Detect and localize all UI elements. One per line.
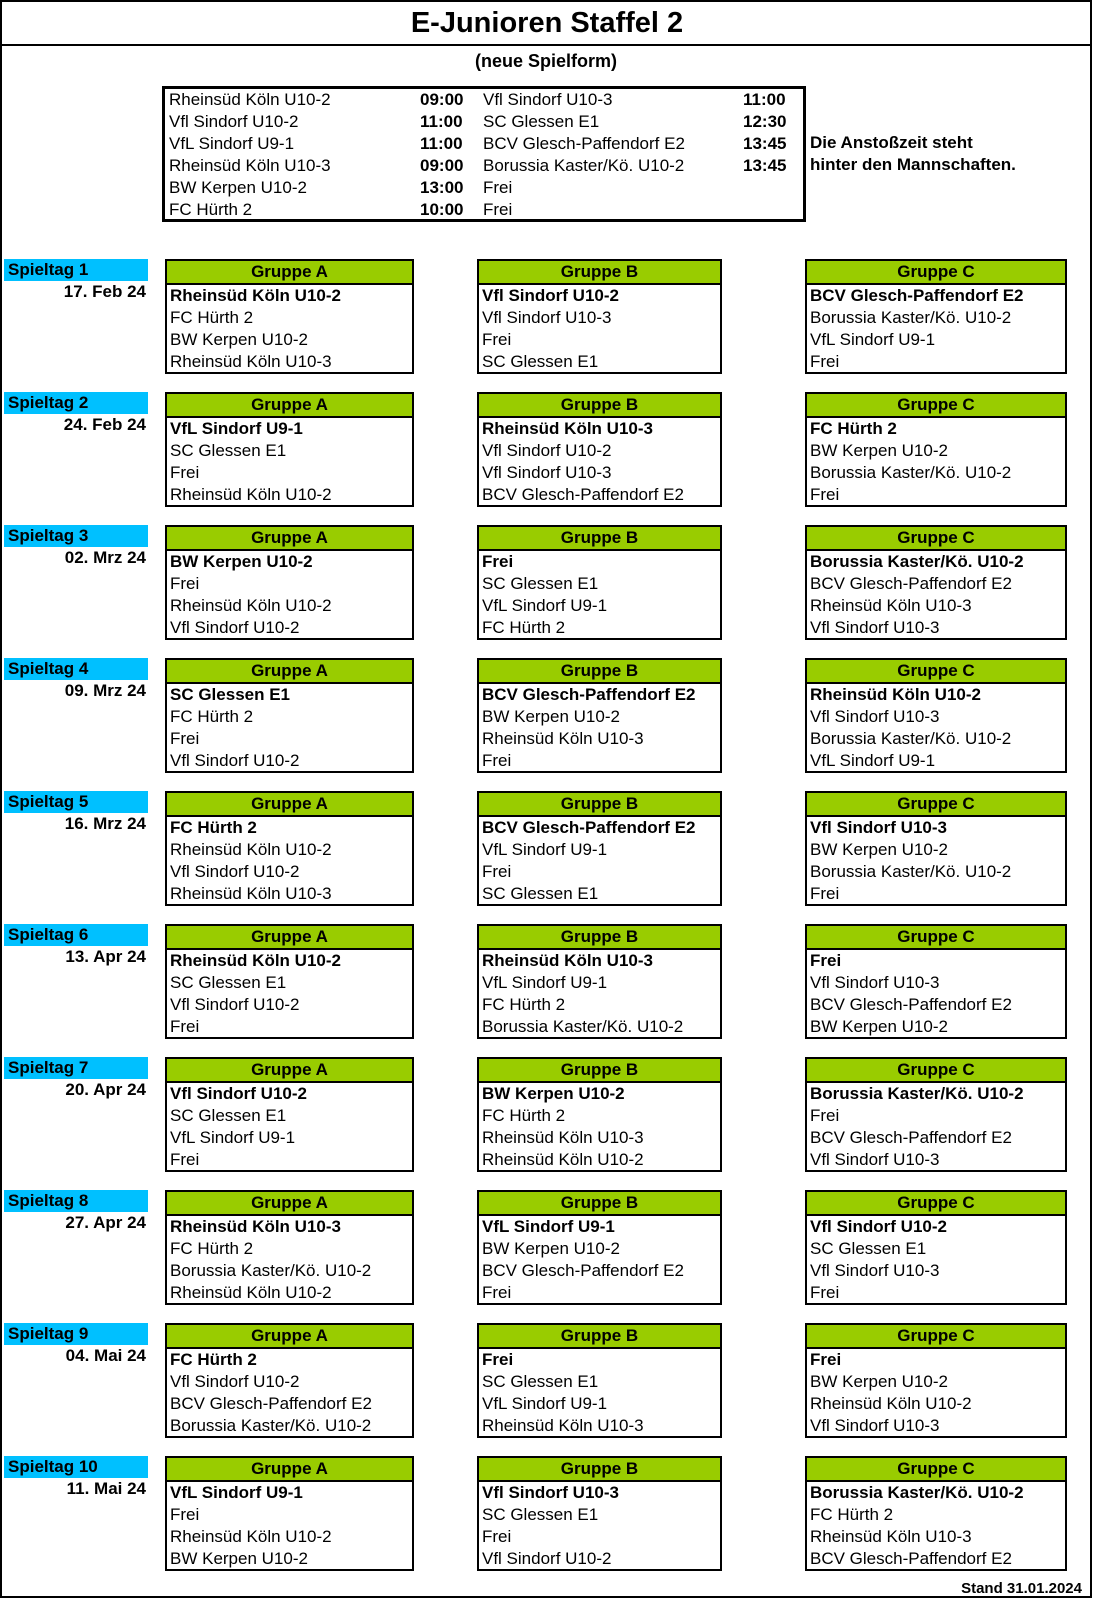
team-name: Borussia Kaster/Kö. U10-2 [483, 156, 685, 175]
team-name: FC Hürth 2 [810, 1505, 894, 1524]
team-name: VfL Sindorf U9-1 [810, 751, 936, 770]
team-name: BCV Glesch-Paffendorf E2 [482, 485, 684, 504]
team-name: Frei [170, 463, 200, 482]
group-box [165, 1456, 414, 1571]
title-row [2, 2, 1092, 46]
group-header: Gruppe B [479, 793, 720, 817]
team-name: SC Glessen E1 [482, 352, 599, 371]
team-name: Frei [810, 1283, 840, 1302]
team-name: Vfl Sindorf U10-2 [482, 1549, 612, 1568]
group-box [477, 1190, 722, 1305]
group-box [477, 1323, 722, 1438]
team-name: SC Glessen E1 [482, 574, 599, 593]
team-name: Rheinsüd Köln U10-3 [810, 596, 972, 615]
team-name: FC Hürth 2 [169, 200, 253, 219]
matchday-label: Spieltag 6 [4, 924, 148, 946]
team-name: Borussia Kaster/Kö. U10-2 [170, 1261, 372, 1280]
team-name: Vfl Sindorf U10-2 [170, 618, 300, 637]
group-header: Gruppe A [167, 394, 412, 418]
team-name: BCV Glesch-Paffendorf E2 [482, 1261, 684, 1280]
host-team: BCV Glesch-Paffendorf E2 [482, 818, 696, 837]
group-box [165, 924, 414, 1039]
stand-date: Stand 31.01.2024 [961, 1580, 1082, 1597]
matchday-label: Spieltag 9 [4, 1323, 148, 1345]
matchday-date: 27. Apr 24 [65, 1213, 146, 1232]
host-team: BW Kerpen U10-2 [170, 552, 313, 571]
host-team: Borussia Kaster/Kö. U10-2 [810, 552, 1024, 571]
group-header: Gruppe B [479, 394, 720, 418]
host-team: FC Hürth 2 [170, 818, 257, 837]
kickoff-note-line-1: Die Anstoßzeit steht [810, 133, 973, 152]
host-team: BCV Glesch-Paffendorf E2 [482, 685, 696, 704]
team-name: Borussia Kaster/Kö. U10-2 [810, 308, 1012, 327]
group-box [165, 1323, 414, 1438]
group-header: Gruppe A [167, 1325, 412, 1349]
group-box [165, 658, 414, 773]
host-team: Frei [482, 552, 514, 571]
group-header: Gruppe C [807, 660, 1065, 684]
matchday-date: 17. Feb 24 [63, 282, 146, 301]
group-box [165, 1190, 414, 1305]
matchday-date: 16. Mrz 24 [64, 814, 146, 833]
kickoff-time: 11:00 [420, 112, 463, 131]
host-team: Borussia Kaster/Kö. U10-2 [810, 1084, 1024, 1103]
matchday-label: Spieltag 4 [4, 658, 148, 680]
group-header: Gruppe A [167, 793, 412, 817]
kickoff-time: 11:00 [743, 90, 786, 109]
group-box [477, 924, 722, 1039]
group-box [165, 791, 414, 906]
team-name: VfL Sindorf U9-1 [169, 134, 295, 153]
team-name: Frei [170, 1505, 200, 1524]
matchday-date: 02. Mrz 24 [64, 548, 146, 567]
team-name: SC Glessen E1 [482, 884, 599, 903]
team-name: VfL Sindorf U9-1 [482, 973, 608, 992]
team-name: Frei [810, 485, 840, 504]
team-name: Rheinsüd Köln U10-3 [170, 884, 332, 903]
team-name: Vfl Sindorf U10-3 [482, 463, 612, 482]
team-name: Frei [482, 1283, 512, 1302]
team-name: Frei [482, 862, 512, 881]
group-box [805, 1456, 1067, 1571]
matchday-block [2, 1190, 1092, 1305]
team-name: Borussia Kaster/Kö. U10-2 [810, 463, 1012, 482]
host-team: Vfl Sindorf U10-3 [482, 1483, 619, 1502]
team-name: Frei [810, 352, 840, 371]
group-header: Gruppe C [807, 394, 1065, 418]
matchday-label: Spieltag 7 [4, 1057, 148, 1079]
team-name: Vfl Sindorf U10-3 [810, 973, 940, 992]
group-box [165, 259, 414, 374]
group-header: Gruppe C [807, 261, 1065, 285]
group-header: Gruppe C [807, 1458, 1065, 1482]
team-name: Vfl Sindorf U10-3 [810, 618, 940, 637]
kickoff-row [165, 89, 803, 111]
team-name: Borussia Kaster/Kö. U10-2 [482, 1017, 684, 1036]
kickoff-row [165, 199, 803, 221]
team-name: Rheinsüd Köln U10-2 [482, 1150, 644, 1169]
matchday-block [2, 924, 1092, 1039]
host-team: VfL Sindorf U9-1 [170, 1483, 303, 1502]
page-title: E-Junioren Staffel 2 [410, 7, 684, 39]
matchday-label: Spieltag 3 [4, 525, 148, 547]
group-header: Gruppe C [807, 793, 1065, 817]
host-team: BW Kerpen U10-2 [482, 1084, 625, 1103]
group-box [805, 259, 1067, 374]
team-name: SC Glessen E1 [170, 441, 287, 460]
team-name: BW Kerpen U10-2 [810, 1017, 948, 1036]
host-team: SC Glessen E1 [170, 685, 291, 704]
group-box [805, 1190, 1067, 1305]
group-header: Gruppe B [479, 1458, 720, 1482]
host-team: Frei [810, 1350, 842, 1369]
kickoff-time: 13:45 [743, 156, 787, 175]
team-name: Rheinsüd Köln U10-3 [482, 1128, 644, 1147]
team-name: Vfl Sindorf U10-2 [170, 862, 300, 881]
team-name: VfL Sindorf U9-1 [482, 840, 608, 859]
kickoff-time: 11:00 [420, 134, 463, 153]
host-team: Frei [810, 951, 842, 970]
host-team: Rheinsüd Köln U10-2 [170, 951, 341, 970]
team-name: Rheinsüd Köln U10-2 [170, 1283, 332, 1302]
host-team: Rheinsüd Köln U10-2 [810, 685, 981, 704]
team-name: BW Kerpen U10-2 [169, 178, 307, 197]
kickoff-row [165, 155, 803, 177]
group-box [805, 392, 1067, 507]
group-header: Gruppe C [807, 1059, 1065, 1083]
team-name: Rheinsüd Köln U10-2 [170, 840, 332, 859]
team-name: Frei [170, 1017, 200, 1036]
matchday-date: 09. Mrz 24 [64, 681, 146, 700]
host-team: Vfl Sindorf U10-3 [810, 818, 947, 837]
team-name: BW Kerpen U10-2 [482, 707, 620, 726]
group-box [805, 791, 1067, 906]
team-name: BCV Glesch-Paffendorf E2 [810, 995, 1012, 1014]
team-name: BW Kerpen U10-2 [170, 1549, 308, 1568]
group-header: Gruppe C [807, 1325, 1065, 1349]
team-name: BCV Glesch-Paffendorf E2 [810, 1128, 1012, 1147]
group-header: Gruppe B [479, 1192, 720, 1216]
team-name: SC Glessen E1 [170, 1106, 287, 1125]
team-name: VfL Sindorf U9-1 [170, 1128, 296, 1147]
team-name: Vfl Sindorf U10-2 [170, 1372, 300, 1391]
team-name: Frei [482, 1527, 512, 1546]
group-header: Gruppe A [167, 660, 412, 684]
team-name: Frei [483, 178, 513, 197]
host-team: BCV Glesch-Paffendorf E2 [810, 286, 1024, 305]
kickoff-time: 13:00 [420, 178, 464, 197]
matchday-label: Spieltag 10 [4, 1456, 148, 1478]
team-name: Frei [170, 1150, 200, 1169]
host-team: Vfl Sindorf U10-2 [482, 286, 619, 305]
group-header: Gruppe A [167, 1059, 412, 1083]
host-team: Frei [482, 1350, 514, 1369]
team-name: Vfl Sindorf U10-3 [810, 1416, 940, 1435]
matchday-label: Spieltag 2 [4, 392, 148, 414]
team-name: SC Glessen E1 [170, 973, 287, 992]
kickoff-time: 09:00 [420, 156, 464, 175]
group-header: Gruppe B [479, 1325, 720, 1349]
host-team: Rheinsüd Köln U10-2 [170, 286, 341, 305]
kickoff-row [165, 177, 803, 199]
group-header: Gruppe B [479, 660, 720, 684]
team-name: Rheinsüd Köln U10-2 [170, 485, 332, 504]
team-name: FC Hürth 2 [170, 707, 254, 726]
matchday-label: Spieltag 5 [4, 791, 148, 813]
team-name: Borussia Kaster/Kö. U10-2 [170, 1416, 372, 1435]
group-header: Gruppe B [479, 261, 720, 285]
group-box [477, 791, 722, 906]
group-box [477, 259, 722, 374]
group-box [805, 1323, 1067, 1438]
group-header: Gruppe A [167, 1192, 412, 1216]
host-team: Rheinsüd Köln U10-3 [482, 951, 653, 970]
team-name: BW Kerpen U10-2 [170, 330, 308, 349]
team-name: VfL Sindorf U9-1 [482, 596, 608, 615]
group-header: Gruppe B [479, 926, 720, 950]
group-header: Gruppe A [167, 926, 412, 950]
group-box [477, 1057, 722, 1172]
host-team: Borussia Kaster/Kö. U10-2 [810, 1483, 1024, 1502]
group-box [477, 1456, 722, 1571]
matchday-block [2, 525, 1092, 640]
host-team: Vfl Sindorf U10-2 [810, 1217, 947, 1236]
host-team: FC Hürth 2 [170, 1350, 257, 1369]
matchday-date: 24. Feb 24 [63, 415, 146, 434]
kickoff-time: 12:30 [743, 112, 787, 131]
team-name: Borussia Kaster/Kö. U10-2 [810, 729, 1012, 748]
group-box [477, 658, 722, 773]
team-name: Vfl Sindorf U10-3 [483, 90, 613, 109]
team-name: Vfl Sindorf U10-2 [170, 995, 300, 1014]
team-name: Rheinsüd Köln U10-3 [169, 156, 331, 175]
team-name: Frei [483, 200, 513, 219]
page-subtitle: (neue Spielform) [474, 51, 617, 71]
team-name: FC Hürth 2 [482, 618, 566, 637]
team-name: Borussia Kaster/Kö. U10-2 [810, 862, 1012, 881]
matchday-block [2, 1323, 1092, 1438]
matchday-block [2, 392, 1092, 507]
team-name: FC Hürth 2 [170, 1239, 254, 1258]
team-name: Rheinsüd Köln U10-3 [482, 729, 644, 748]
kickoff-note [810, 132, 1016, 176]
team-name: SC Glessen E1 [810, 1239, 927, 1258]
kickoff-times-table [162, 86, 806, 222]
group-box [805, 525, 1067, 640]
team-name: VfL Sindorf U9-1 [482, 1394, 608, 1413]
group-box [477, 392, 722, 507]
matchday-block [2, 1456, 1092, 1571]
team-name: Vfl Sindorf U10-2 [170, 751, 300, 770]
team-name: Vfl Sindorf U10-3 [482, 308, 612, 327]
group-header: Gruppe C [807, 926, 1065, 950]
team-name: BW Kerpen U10-2 [482, 1239, 620, 1258]
team-name: BCV Glesch-Paffendorf E2 [810, 574, 1012, 593]
kickoff-row [165, 133, 803, 155]
team-name: BCV Glesch-Paffendorf E2 [483, 134, 685, 153]
team-name: BW Kerpen U10-2 [810, 840, 948, 859]
team-name: Rheinsüd Köln U10-2 [810, 1394, 972, 1413]
team-name: FC Hürth 2 [482, 995, 566, 1014]
matchday-date: 20. Apr 24 [65, 1080, 146, 1099]
team-name: Frei [170, 729, 200, 748]
team-name: BCV Glesch-Paffendorf E2 [170, 1394, 372, 1413]
host-team: Rheinsüd Köln U10-3 [170, 1217, 341, 1236]
kickoff-time: 10:00 [420, 200, 464, 219]
team-name: VfL Sindorf U9-1 [810, 330, 936, 349]
team-name: Vfl Sindorf U10-2 [169, 112, 299, 131]
matchday-block [2, 259, 1092, 374]
team-name: Frei [170, 574, 200, 593]
team-name: BCV Glesch-Paffendorf E2 [810, 1549, 1012, 1568]
matchday-label: Spieltag 1 [4, 259, 148, 281]
team-name: Frei [810, 884, 840, 903]
group-header: Gruppe A [167, 1458, 412, 1482]
group-header: Gruppe A [167, 261, 412, 285]
matchday-block [2, 1057, 1092, 1172]
group-box [477, 525, 722, 640]
team-name: FC Hürth 2 [170, 308, 254, 327]
host-team: VfL Sindorf U9-1 [170, 419, 303, 438]
team-name: Rheinsüd Köln U10-3 [810, 1527, 972, 1546]
team-name: Rheinsüd Köln U10-2 [170, 1527, 332, 1546]
group-box [805, 924, 1067, 1039]
matchday-block [2, 658, 1092, 773]
group-box [165, 392, 414, 507]
team-name: Rheinsüd Köln U10-3 [170, 352, 332, 371]
team-name: Frei [810, 1106, 840, 1125]
matchday-date: 11. Mai 24 [66, 1479, 146, 1498]
kickoff-time: 13:45 [743, 134, 787, 153]
group-header: Gruppe B [479, 527, 720, 551]
group-box [165, 1057, 414, 1172]
team-name: Rheinsüd Köln U10-3 [482, 1416, 644, 1435]
team-name: Rheinsüd Köln U10-2 [169, 90, 331, 109]
kickoff-note-line-2: hinter den Mannschaften. [810, 155, 1016, 174]
host-team: VfL Sindorf U9-1 [482, 1217, 615, 1236]
team-name: SC Glessen E1 [483, 112, 600, 131]
group-box [805, 658, 1067, 773]
team-name: Vfl Sindorf U10-3 [810, 707, 940, 726]
group-box [805, 1057, 1067, 1172]
matchday-label: Spieltag 8 [4, 1190, 148, 1212]
team-name: Vfl Sindorf U10-3 [810, 1261, 940, 1280]
team-name: Vfl Sindorf U10-3 [810, 1150, 940, 1169]
host-team: Vfl Sindorf U10-2 [170, 1084, 307, 1103]
kickoff-time: 09:00 [420, 90, 464, 109]
team-name: BW Kerpen U10-2 [810, 1372, 948, 1391]
matchday-block [2, 791, 1092, 906]
group-header: Gruppe B [479, 1059, 720, 1083]
matchday-date: 13. Apr 24 [65, 947, 146, 966]
group-header: Gruppe C [807, 527, 1065, 551]
team-name: SC Glessen E1 [482, 1505, 599, 1524]
host-team: Rheinsüd Köln U10-3 [482, 419, 653, 438]
team-name: Vfl Sindorf U10-2 [482, 441, 612, 460]
group-header: Gruppe A [167, 527, 412, 551]
team-name: SC Glessen E1 [482, 1372, 599, 1391]
team-name: BW Kerpen U10-2 [810, 441, 948, 460]
team-name: Frei [482, 751, 512, 770]
group-box [165, 525, 414, 640]
team-name: Rheinsüd Köln U10-2 [170, 596, 332, 615]
team-name: Frei [482, 330, 512, 349]
host-team: FC Hürth 2 [810, 419, 897, 438]
kickoff-row [165, 111, 803, 133]
matchday-date: 04. Mai 24 [65, 1346, 146, 1365]
group-header: Gruppe C [807, 1192, 1065, 1216]
team-name: FC Hürth 2 [482, 1106, 566, 1125]
